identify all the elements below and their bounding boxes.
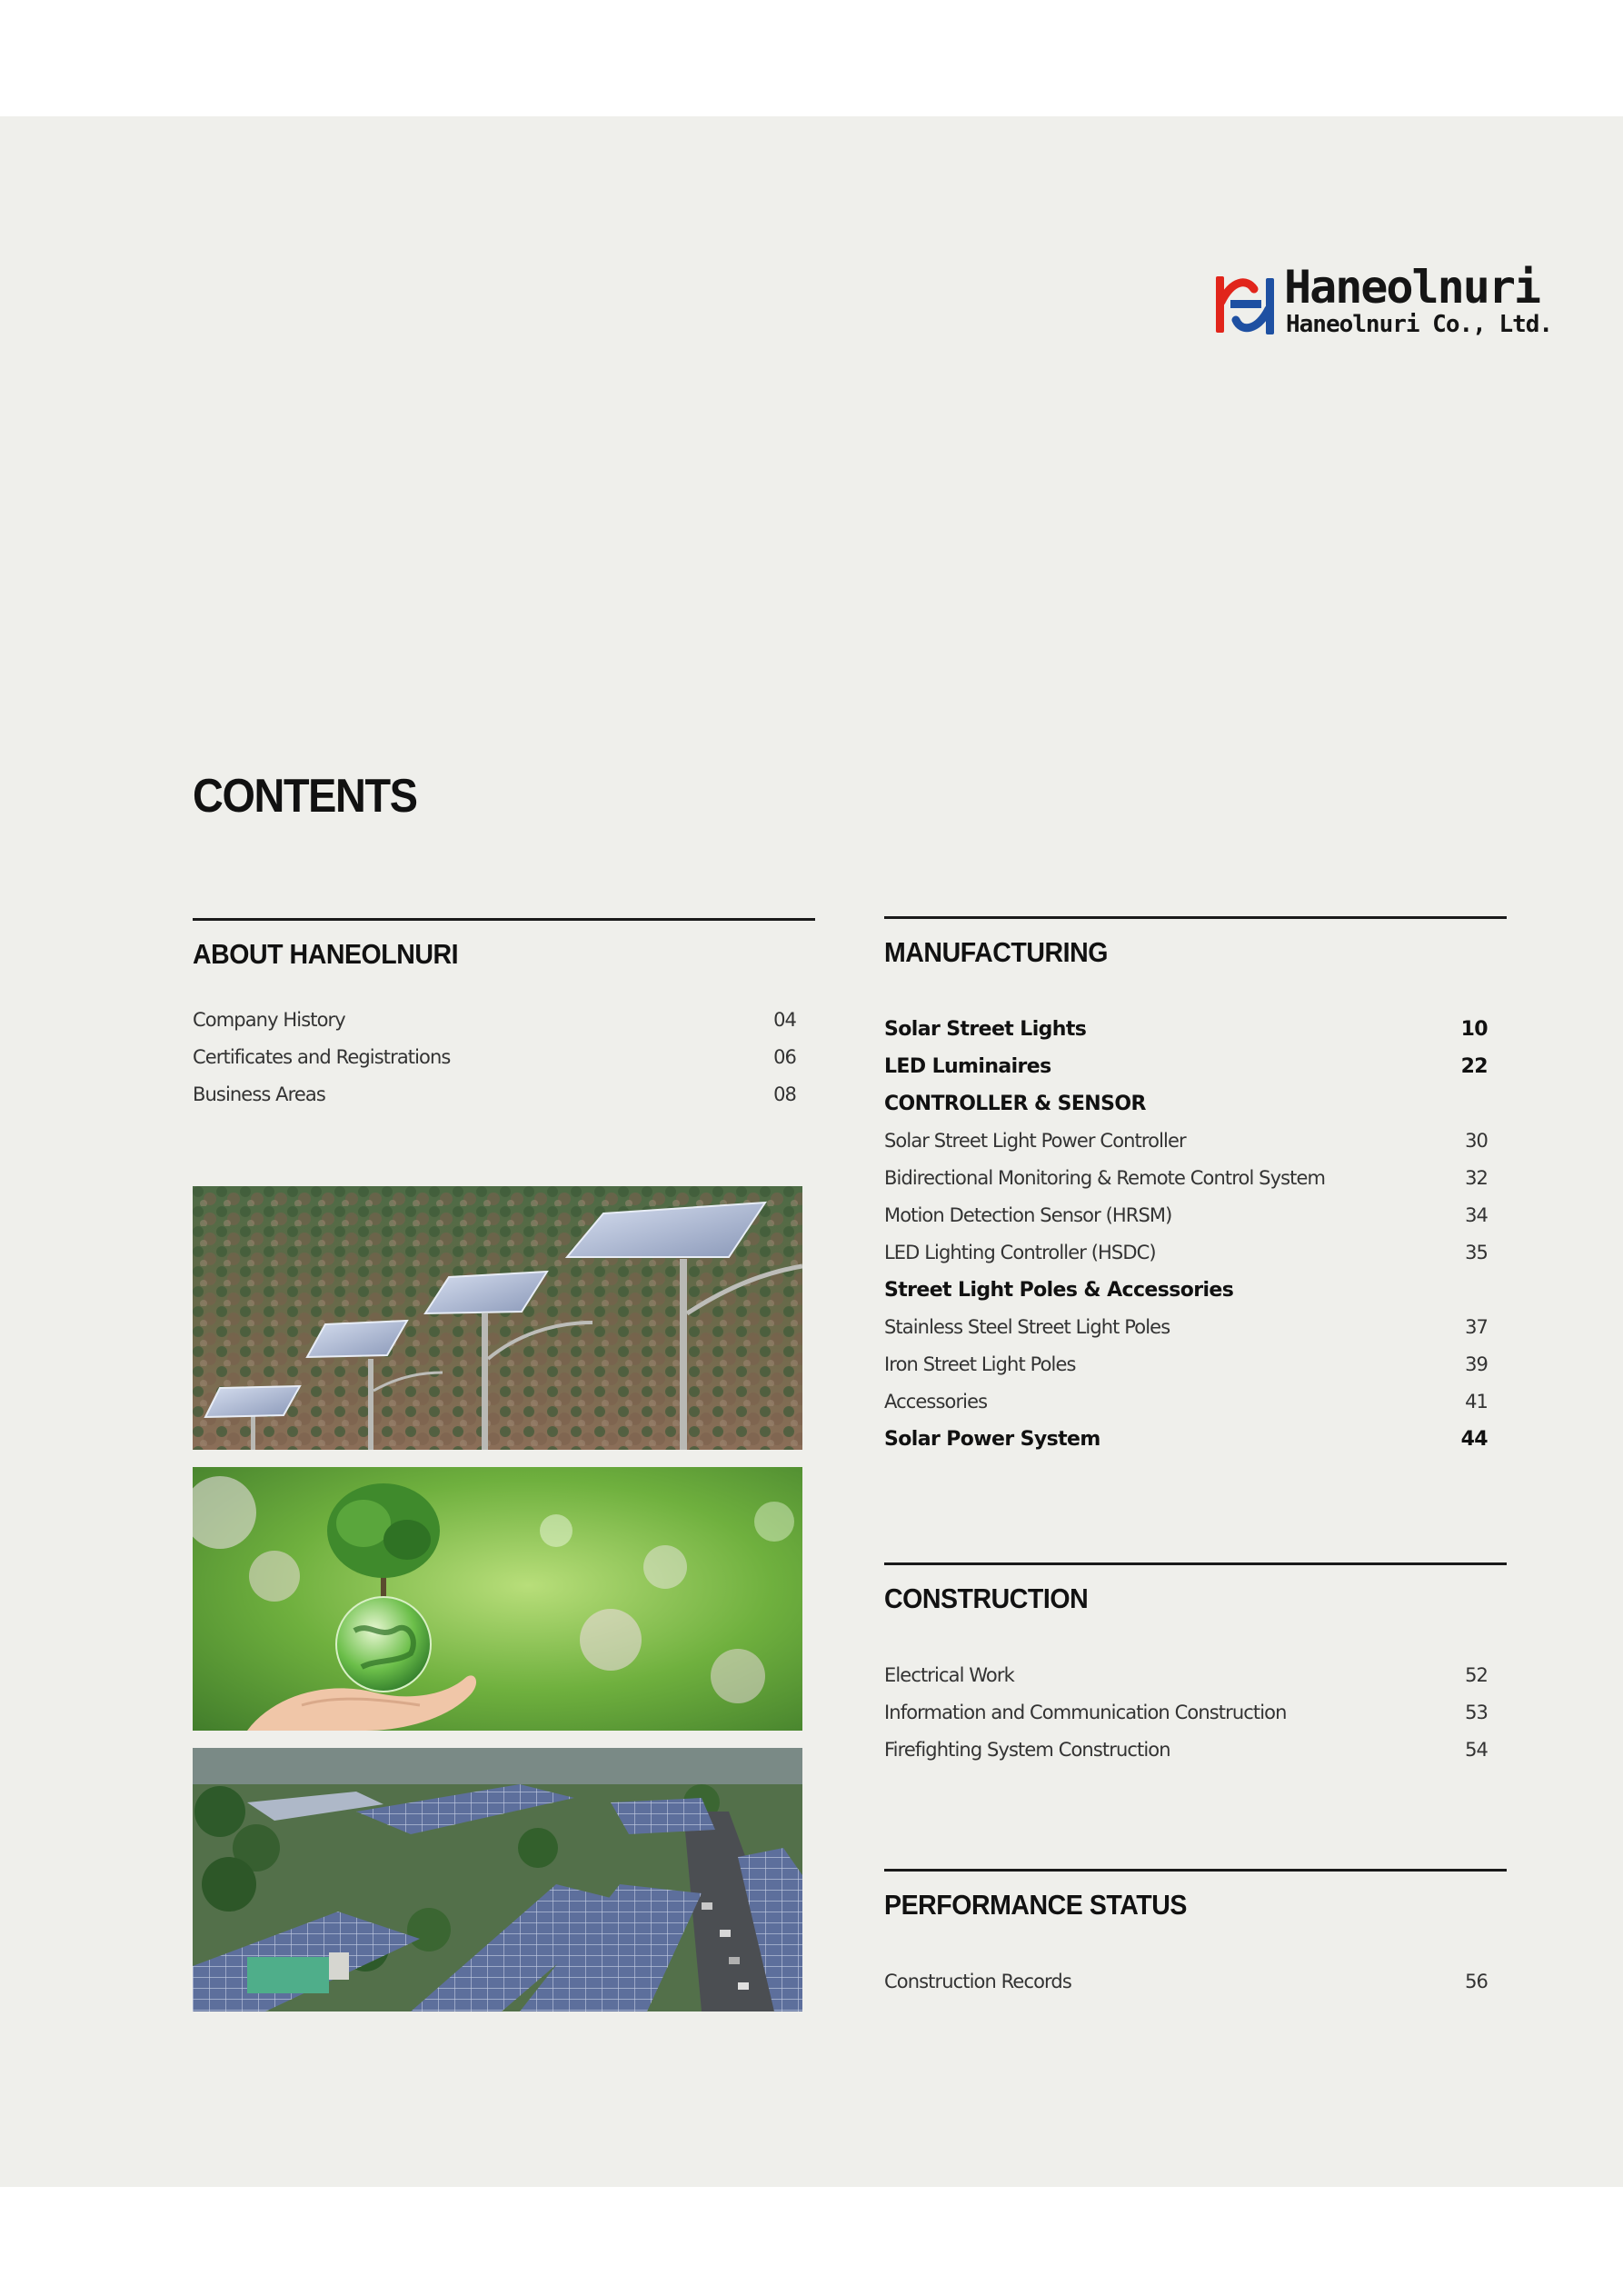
- toc-entry[interactable]: [884, 1421, 1488, 1458]
- toc-entry-label: Street Light Poles & Accessories: [884, 1279, 1234, 1302]
- toc-entry-page-number: 41: [1465, 1391, 1488, 1413]
- toc-entry[interactable]: [884, 1963, 1488, 2001]
- section-manufacturing: [884, 916, 1507, 1451]
- page-title: CONTENTS: [193, 770, 417, 823]
- toc-entry-label: Electrical Work: [884, 1664, 1014, 1686]
- toc-entry[interactable]: [884, 1732, 1488, 1769]
- toc-entry[interactable]: [193, 1039, 796, 1076]
- toc-entry-label: Motion Detection Sensor (HRSM): [884, 1204, 1172, 1226]
- toc-entry-page-number: 30: [1465, 1130, 1488, 1152]
- toc-entry-label: Solar Street Light Power Controller: [884, 1130, 1186, 1152]
- toc-entry-page-number: 44: [1460, 1428, 1488, 1451]
- brand-logo: [1216, 261, 1553, 342]
- section-rule: [884, 916, 1507, 919]
- toc-entry[interactable]: [884, 1160, 1488, 1197]
- toc-entry-page-number: 22: [1460, 1055, 1488, 1078]
- haneolnuri-logo-icon: [1216, 271, 1276, 340]
- photo-glass-globe-tree: [193, 1467, 802, 1731]
- section-rule: [193, 918, 815, 921]
- toc-entry[interactable]: [884, 1197, 1488, 1234]
- section-heading: CONSTRUCTION: [884, 1582, 1089, 1614]
- toc-entry-label: Business Areas: [193, 1083, 325, 1105]
- section-heading: ABOUT HANEOLNURI: [193, 938, 459, 970]
- toc-entry[interactable]: [884, 1234, 1488, 1272]
- toc-entry-label: Solar Street Lights: [884, 1018, 1087, 1041]
- brand-company-name: Haneolnuri Co., Ltd.: [1286, 311, 1553, 338]
- section-rule: [884, 1562, 1507, 1565]
- toc-entry-label: Bidirectional Monitoring & Remote Control System: [884, 1167, 1326, 1189]
- photo-solar-street-lights: [193, 1186, 802, 1450]
- toc-entry-page-number: 08: [773, 1083, 796, 1105]
- toc-entry[interactable]: [884, 1011, 1488, 1048]
- toc-entry[interactable]: [884, 1085, 1488, 1123]
- toc-entry[interactable]: [884, 1346, 1488, 1383]
- section-construction: [884, 1562, 1507, 1761]
- toc-entry-label: Company History: [193, 1009, 345, 1031]
- toc-entry-page-number: 35: [1465, 1242, 1488, 1263]
- toc-entry-page-number: 54: [1465, 1739, 1488, 1761]
- toc-list: [884, 1657, 1488, 1769]
- section-heading: MANUFACTURING: [884, 936, 1108, 968]
- toc-entry-page-number: 04: [773, 1009, 796, 1031]
- toc-list: [884, 1011, 1488, 1458]
- toc-entry-label: Accessories: [884, 1391, 988, 1413]
- toc-entry-page-number: 34: [1465, 1204, 1488, 1226]
- toc-list: [884, 1963, 1488, 2001]
- toc-entry-page-number: 10: [1460, 1018, 1488, 1041]
- toc-entry-label: LED Lighting Controller (HSDC): [884, 1242, 1156, 1263]
- toc-entry-label: Solar Power System: [884, 1428, 1100, 1451]
- toc-list: [193, 1002, 796, 1113]
- toc-entry[interactable]: [884, 1272, 1488, 1309]
- toc-entry-page-number: 56: [1465, 1971, 1488, 1992]
- toc-entry-label: Stainless Steel Street Light Poles: [884, 1316, 1170, 1338]
- toc-entry-label: Certificates and Registrations: [193, 1046, 451, 1068]
- toc-entry-page-number: 53: [1465, 1702, 1488, 1723]
- toc-entry[interactable]: [884, 1123, 1488, 1160]
- toc-entry-label: LED Luminaires: [884, 1055, 1051, 1078]
- section-rule: [884, 1869, 1507, 1872]
- section-about: [193, 918, 815, 1105]
- toc-entry-label: Information and Communication Construction: [884, 1702, 1287, 1723]
- toc-entry[interactable]: [193, 1002, 796, 1039]
- toc-entry-page-number: 52: [1465, 1664, 1488, 1686]
- brand-name: Haneolnuri: [1284, 261, 1540, 314]
- toc-entry[interactable]: [884, 1048, 1488, 1085]
- toc-entry-label: CONTROLLER & SENSOR: [884, 1093, 1146, 1115]
- toc-entry[interactable]: [884, 1383, 1488, 1421]
- toc-entry-page-number: 37: [1465, 1316, 1488, 1338]
- toc-entry[interactable]: [884, 1657, 1488, 1694]
- toc-entry-label: Construction Records: [884, 1971, 1071, 1992]
- toc-entry[interactable]: [193, 1076, 796, 1113]
- toc-entry-label: Iron Street Light Poles: [884, 1353, 1076, 1375]
- section-heading: PERFORMANCE STATUS: [884, 1889, 1187, 1921]
- toc-entry-page-number: 39: [1465, 1353, 1488, 1375]
- toc-entry-label: Firefighting System Construction: [884, 1739, 1170, 1761]
- toc-entry[interactable]: [884, 1694, 1488, 1732]
- toc-entry-page-number: 32: [1465, 1167, 1488, 1189]
- section-performance: [884, 1869, 1507, 1992]
- photo-solar-carport: [193, 1748, 802, 2011]
- toc-entry-page-number: 06: [773, 1046, 796, 1068]
- toc-entry[interactable]: [884, 1309, 1488, 1346]
